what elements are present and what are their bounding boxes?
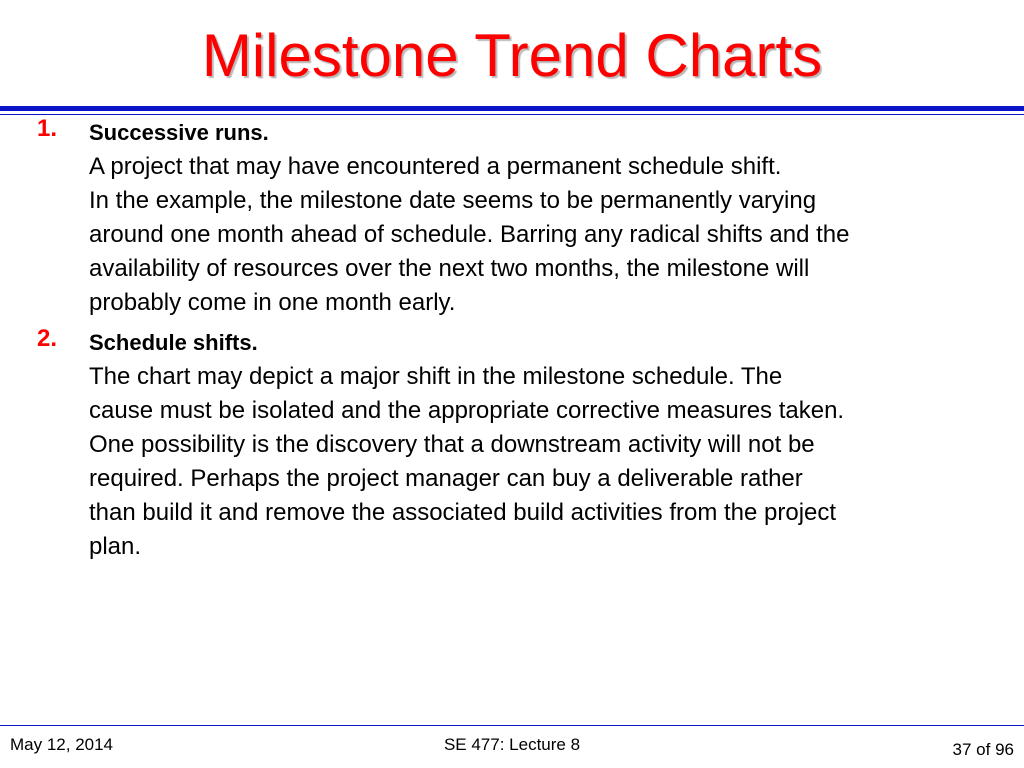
item-text-line: cause must be isolated and the appropriate corrective measures taken.: [89, 397, 845, 424]
slide-title: Milestone Trend Charts: [201, 22, 823, 89]
footer-divider: [0, 725, 1024, 726]
item-text-line: than build it and remove the associated build activities from the project: [89, 499, 837, 526]
footer-course: SE 477: Lecture 8: [443, 735, 581, 754]
item-text-line: plan.: [89, 533, 142, 560]
item-text-line: required. Perhaps the project manager can buy a deliverable rather: [89, 465, 803, 492]
item-text-line: In the example, the milestone date seems to be permanently varying: [89, 187, 817, 214]
footer-date: May 12, 2014: [10, 735, 114, 754]
slide-body: [37, 116, 1002, 570]
item-text-line: around one month ahead of schedule. Barring any radical shifts and the: [89, 221, 850, 248]
item-heading: Schedule shifts.: [89, 330, 258, 355]
item-number: 2.: [37, 325, 58, 352]
page-number: 37 of 96: [952, 740, 1014, 759]
list-item: [37, 116, 1002, 320]
title-divider-thin: [0, 114, 1024, 115]
item-text-line: The chart may depict a major shift in the milestone schedule. The: [89, 363, 783, 390]
item-text-line: One possibility is the discovery that a downstream activity will not be: [89, 431, 815, 458]
item-text-line: availability of resources over the next two months, the milestone will: [89, 255, 810, 282]
item-text-line: A project that may have encountered a permanent schedule shift.: [89, 153, 782, 180]
title-divider: [0, 106, 1024, 111]
item-heading: Successive runs.: [89, 120, 269, 145]
list-item: [37, 326, 1002, 564]
item-number: 1.: [37, 115, 58, 142]
item-text-line: probably come in one month early.: [89, 289, 456, 316]
